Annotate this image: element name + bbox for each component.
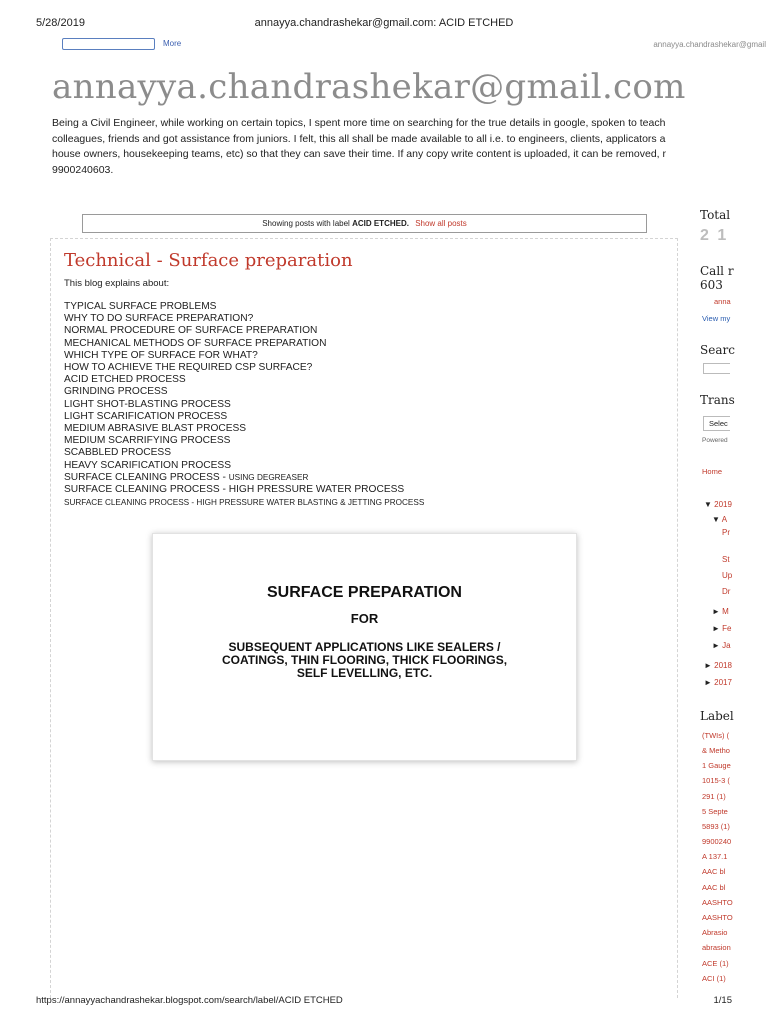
- topic-item: SURFACE CLEANING PROCESS - HIGH PRESSURE WATER BLASTING & JETTING PROCESS: [64, 498, 425, 508]
- archive-item[interactable]: [712, 515, 727, 524]
- topic-item: HOW TO ACHIEVE THE REQUIRED CSP SURFACE?: [64, 362, 313, 374]
- label-link[interactable]: abrasion: [702, 943, 731, 952]
- archive-label[interactable]: Pr: [722, 528, 730, 537]
- expand-arrow-icon[interactable]: ►: [712, 641, 720, 650]
- status-label: ACID ETCHED.: [352, 219, 409, 228]
- archive-item[interactable]: [722, 587, 730, 596]
- label-link[interactable]: & Metho: [702, 746, 730, 755]
- expand-arrow-icon[interactable]: ▼: [704, 500, 712, 509]
- topic-item: SCABBLED PROCESS: [64, 447, 172, 459]
- archive-label[interactable]: Fe: [722, 624, 732, 633]
- slide-heading: SURFACE PREPARATION: [267, 584, 462, 601]
- topic-item: MECHANICAL METHODS OF SURFACE PREPARATION: [64, 337, 327, 349]
- slide-subheading: FOR: [350, 611, 379, 626]
- topic-item: WHICH TYPE OF SURFACE FOR WHAT?: [64, 349, 258, 361]
- topic-item: WHY TO DO SURFACE PREPARATION?: [64, 313, 254, 325]
- archive-item[interactable]: [712, 641, 731, 650]
- topic-item: MEDIUM SCARRIFYING PROCESS: [64, 435, 231, 447]
- sidebar-search-input[interactable]: [703, 363, 730, 374]
- powered-by-text: Powered: [702, 437, 728, 444]
- sidebar-call-heading: Call r: [700, 264, 734, 278]
- label-link[interactable]: 1 Gauge: [702, 761, 731, 770]
- expand-arrow-icon[interactable]: ►: [704, 678, 712, 687]
- expand-arrow-icon[interactable]: ►: [712, 607, 720, 616]
- slide-image[interactable]: [152, 533, 577, 761]
- label-link[interactable]: 291 (1): [702, 792, 726, 801]
- topic-item: LIGHT SCARIFICATION PROCESS: [64, 410, 228, 422]
- topic-item: LIGHT SHOT-BLASTING PROCESS: [64, 398, 231, 410]
- topic-item: GRINDING PROCESS: [64, 386, 168, 398]
- archive-label[interactable]: 2019: [714, 500, 732, 509]
- pageview-counter: 2 1: [700, 227, 729, 244]
- sidebar-total-heading: Total: [700, 208, 731, 222]
- label-link[interactable]: 5893 (1): [702, 822, 730, 831]
- topic-item: [64, 472, 424, 484]
- print-date: 5/28/2019: [36, 17, 85, 29]
- archive-item[interactable]: [704, 678, 732, 687]
- home-link[interactable]: Home: [702, 467, 723, 476]
- status-prefix: Showing posts with label: [262, 219, 350, 228]
- topic-item: NORMAL PROCEDURE OF SURFACE PREPARATION: [64, 325, 318, 337]
- print-footer: [36, 995, 732, 1009]
- topic-item: ACID ETCHED PROCESS: [64, 374, 186, 386]
- language-select[interactable]: Selec: [703, 416, 730, 431]
- archive-item[interactable]: [712, 607, 729, 616]
- archive-label[interactable]: Ja: [722, 641, 731, 650]
- navbar-more-link[interactable]: More: [163, 39, 182, 48]
- archive-item[interactable]: [722, 571, 732, 580]
- print-url: https://annayyachandrashekar.blogspot.com/search/label/ACID ETCHED: [36, 995, 343, 1006]
- print-page-title: annayya.chandrashekar@gmail.com: ACID ETCHED: [254, 17, 514, 29]
- print-page-number: 1/15: [713, 995, 732, 1006]
- blog-description: Being a Civil Engineer, while working on certain topics, I spent more time on searching for the true details in google, spoken to teach colleagues, friends and got assistance from juniors. I felt, this all shall be made available to all i.e. to engineers, clients, applicators a house owners, housekeeping teams, etc) so that they can save their time. If any copy write content is uploaded, it can be removed, r 9900240603.: [52, 117, 666, 176]
- view-profile-link[interactable]: View my: [702, 314, 731, 323]
- archive-item[interactable]: [722, 555, 730, 564]
- post-title[interactable]: Technical - Surface preparation: [64, 250, 353, 271]
- expand-arrow-icon[interactable]: ▼: [712, 515, 720, 524]
- status-message: [82, 214, 647, 233]
- archive-item[interactable]: [722, 528, 730, 537]
- print-header: [36, 17, 732, 31]
- topic-item: TYPICAL SURFACE PROBLEMS: [64, 301, 217, 312]
- topic-item: MEDIUM ABRASIVE BLAST PROCESS: [64, 423, 247, 435]
- topic-item: HEAVY SCARIFICATION PROCESS: [64, 459, 231, 471]
- post-intro: This blog explains about:: [64, 278, 170, 289]
- archive-item[interactable]: [704, 500, 732, 509]
- topic-subtext: USING DEGREASER: [228, 472, 309, 482]
- expand-arrow-icon[interactable]: ►: [704, 661, 712, 670]
- archive-label[interactable]: 2018: [714, 661, 732, 670]
- label-link[interactable]: 1015-3 (: [702, 776, 730, 785]
- archive-label[interactable]: M: [722, 607, 729, 616]
- sidebar: [700, 200, 735, 990]
- sidebar-translate-heading: Trans: [700, 393, 735, 407]
- label-link[interactable]: (TWIs) (: [702, 731, 730, 740]
- label-link[interactable]: Abrasio: [702, 928, 728, 937]
- sidebar-call-number: 603: [700, 278, 723, 292]
- navbar-search-input[interactable]: [62, 38, 155, 50]
- sidebar-search-heading: Searc: [700, 343, 735, 357]
- label-link[interactable]: AASHTO: [702, 913, 733, 922]
- topic-text: SURFACE CLEANING PROCESS -: [64, 471, 229, 483]
- label-link[interactable]: AAC bl: [702, 883, 726, 892]
- slide-body: SUBSEQUENT APPLICATIONS LIKE SEALERS / COATINGS, THIN FLOORING, THICK FLOORINGS, SELF LEVELLING, ETC.: [221, 640, 508, 680]
- topic-list: [64, 301, 424, 509]
- archive-item[interactable]: [712, 624, 732, 633]
- label-link[interactable]: ACE (1): [702, 959, 729, 968]
- sidebar-labels-heading: Label: [700, 709, 734, 723]
- blog-title[interactable]: annayya.chandrashekar@gmail.com: [52, 67, 686, 107]
- expand-arrow-icon[interactable]: ►: [712, 624, 720, 633]
- label-link[interactable]: AASHTO: [702, 898, 733, 907]
- archive-label[interactable]: Dr: [722, 587, 731, 596]
- archive-label[interactable]: A: [721, 515, 728, 524]
- blogger-navbar: [36, 36, 766, 54]
- topic-item: SURFACE CLEANING PROCESS - HIGH PRESSURE WATER PROCESS: [64, 484, 405, 496]
- navbar-user-email[interactable]: annayya.chandrashekar@gmail: [653, 40, 766, 49]
- archive-label[interactable]: Up: [722, 571, 733, 580]
- sidebar-profile-name[interactable]: anna: [714, 297, 731, 306]
- label-link[interactable]: A 137.1: [702, 852, 728, 861]
- label-link[interactable]: ACI (1): [702, 974, 726, 983]
- show-all-posts-link[interactable]: Show all posts: [415, 219, 467, 228]
- archive-item[interactable]: [704, 661, 732, 670]
- label-link[interactable]: AAC bl: [702, 867, 726, 876]
- archive-label[interactable]: St: [722, 555, 730, 564]
- label-link[interactable]: 5 Septe: [702, 807, 728, 816]
- label-link[interactable]: 9900240: [702, 837, 732, 846]
- archive-label[interactable]: 2017: [714, 678, 732, 687]
